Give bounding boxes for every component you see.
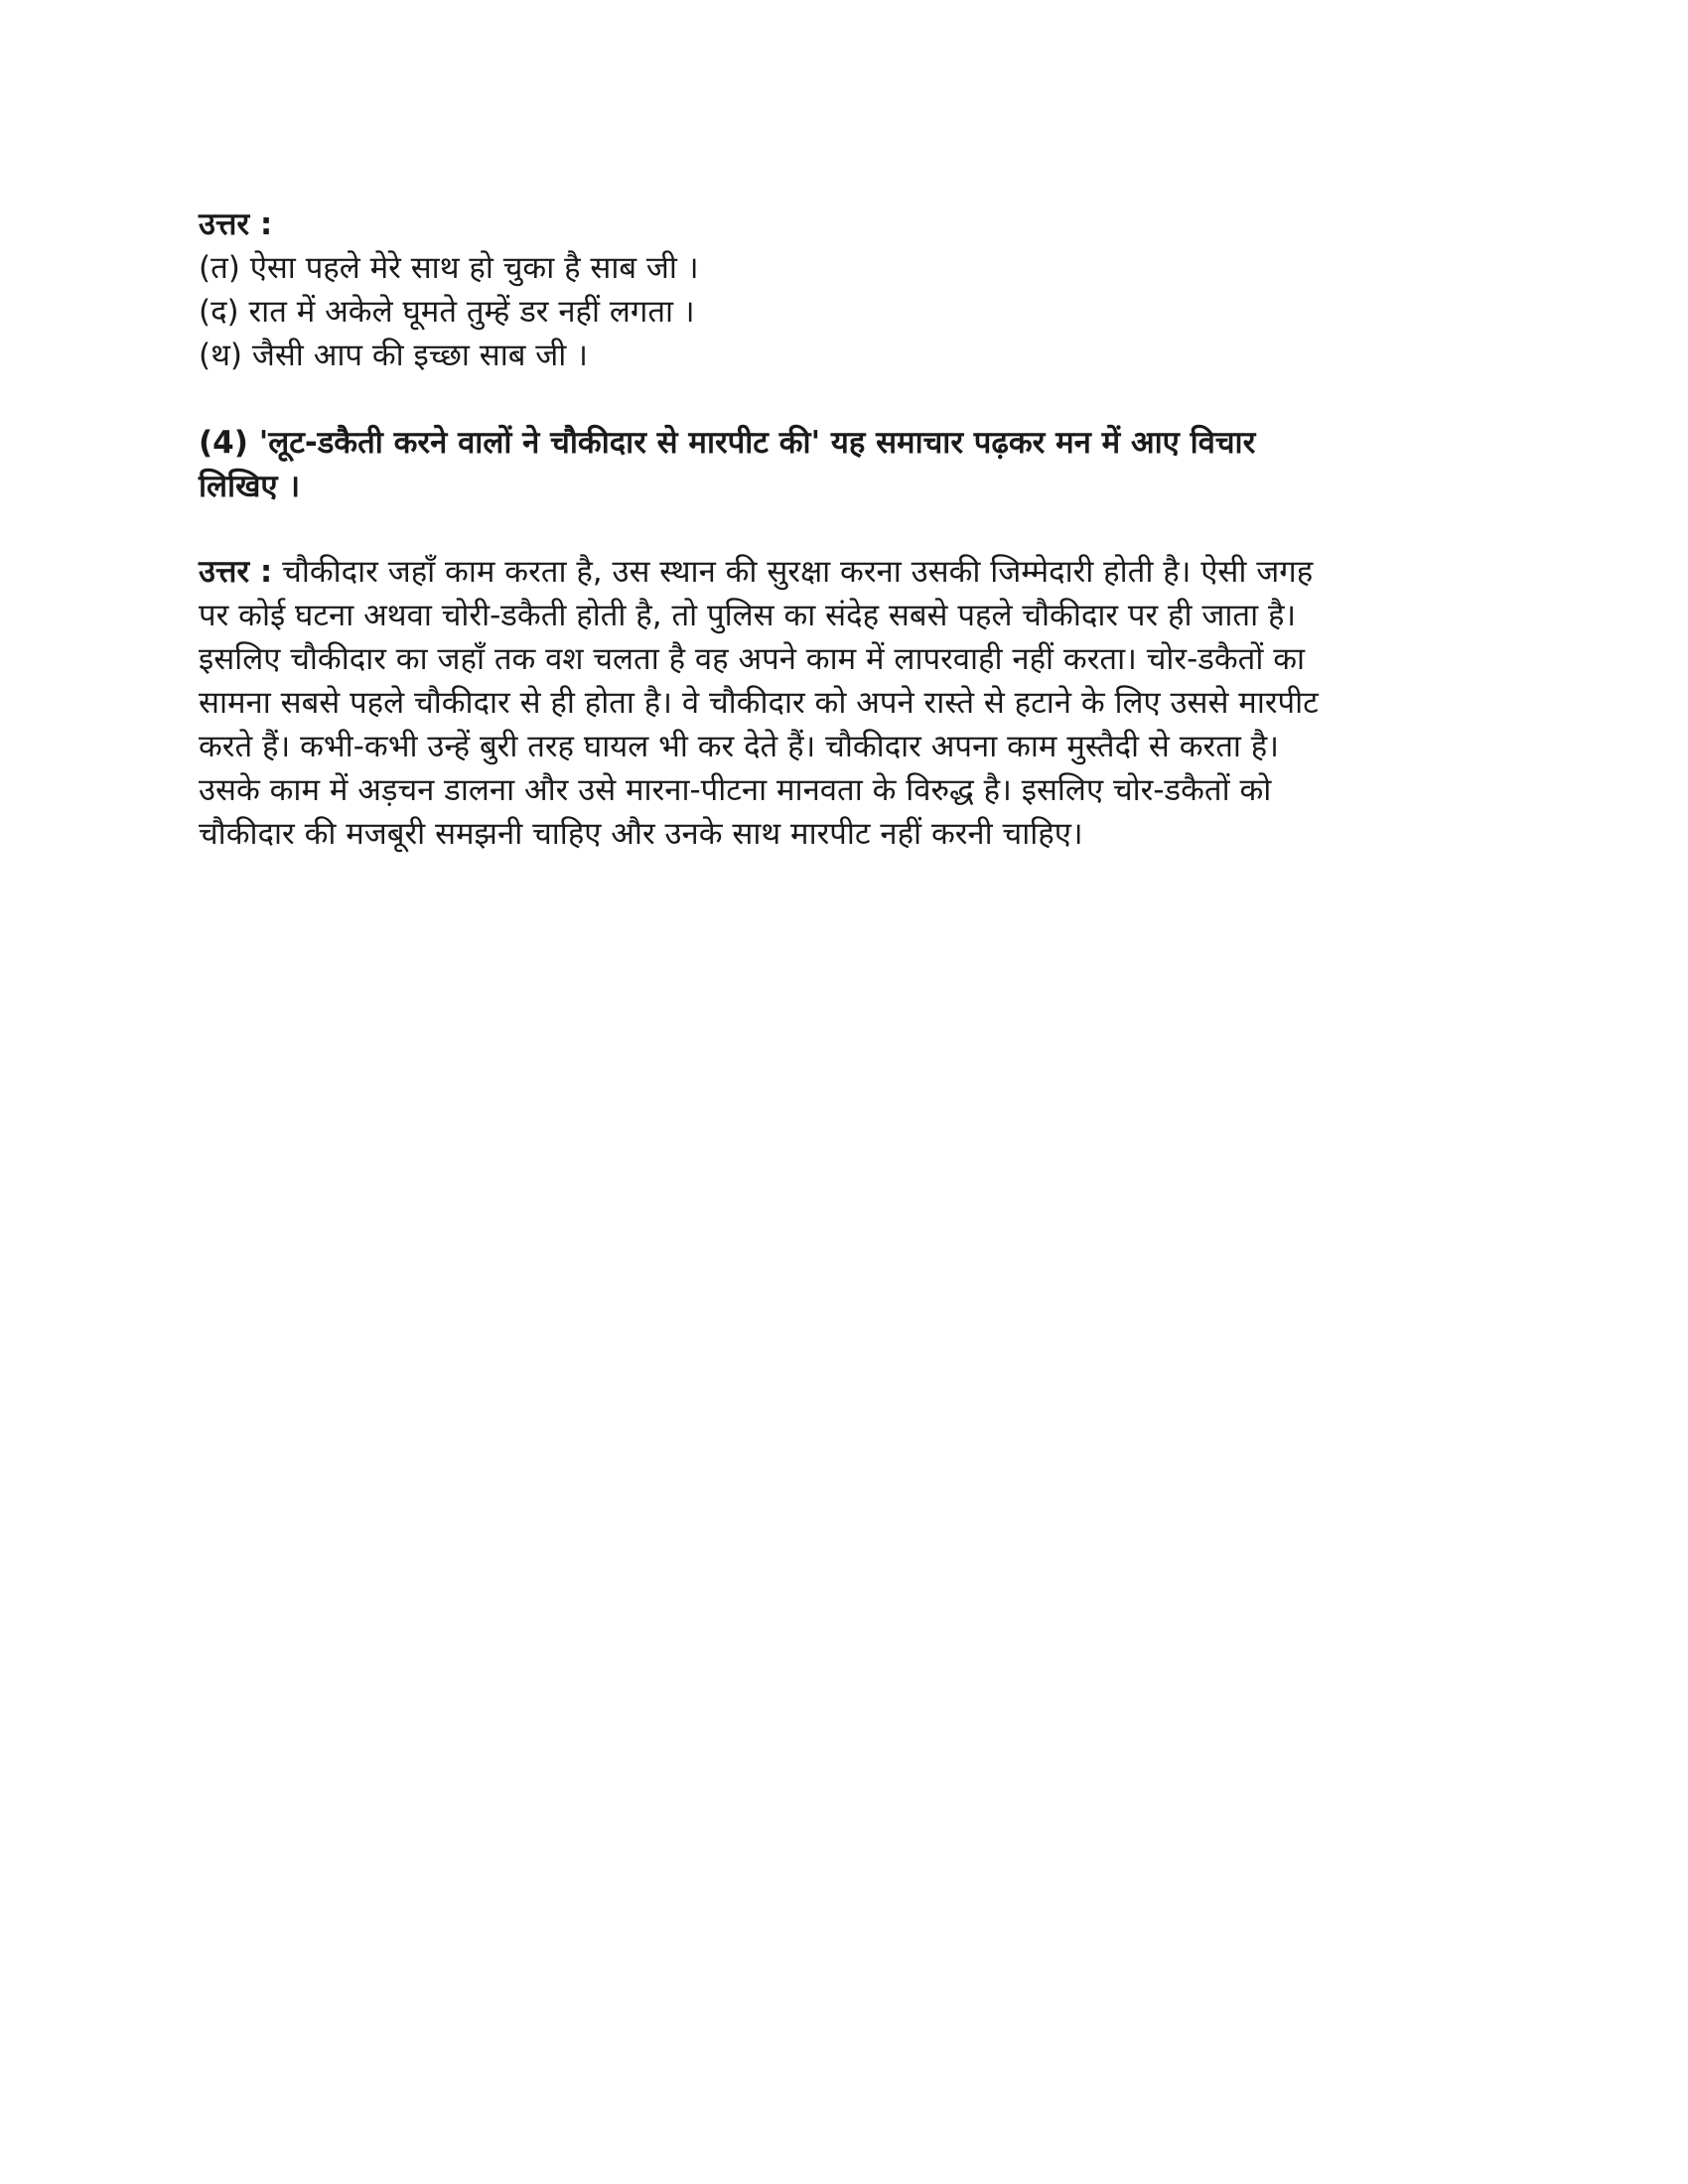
paragraph-line: पर कोई घटना अथवा चोरी-डकैती होती है, तो पुलिस का संदेह सबसे पहले चौकीदार पर ही जाता है। [199,598,1297,633]
paragraph-line: इसलिए चौकीदार का जहाँ तक वश चलता है वह अपने काम में लापरवाही नहीं करता। चोर-डकैतों का [199,641,1306,677]
paragraph-line: चौकीदार की मजबूरी समझनी चाहिए और उनके साथ मारपीट नहीं करनी चाहिए। [199,816,1083,852]
question-line: (4) 'लूट-डकैती करने वालों ने चौकीदार से मारपीट की' यह समाचार पढ़कर मन में आए विचार [199,425,1256,461]
answer-label: उत्तर : [199,206,273,242]
paragraph-text: चौकीदार जहाँ काम करता है, उस स्थान की सुरक्षा करना उसकी जिम्मेदारी होती है। ऐसी जगह [272,554,1314,590]
question-four [199,421,1489,508]
paragraph-line [199,550,1489,594]
paragraph-line: करते हैं। कभी-कभी उन्हें बुरी तरह घायल भी कर देते हैं। चौकीदार अपना काम मुस्तैदी से करता है। [199,729,1279,764]
paragraph-line: सामना सबसे पहले चौकीदार से ही होता है। वे चौकीदार को अपने रास्ते से हटाने के लिए उससे मारपीट [199,685,1319,721]
answer-option: (थ) जैसी आप की इच्छा साब जी । [199,338,588,373]
answer-paragraph [199,550,1489,856]
answer-option: (द) रात में अकेले घूमते तुम्हें डर नहीं लगता । [199,294,695,330]
document-page [199,203,1489,856]
answer-label: उत्तर : [199,554,273,590]
paragraph-line: उसके काम में अड़चन डालना और उसे मारना-पीटना मानवता के विरुद्ध है। इसलिए चोर-डकैतों को [199,772,1272,808]
answer-block-one [199,203,1489,377]
answer-option: (त) ऐसा पहले मेरे साथ हो चुका है साब जी । [199,250,699,286]
question-line: लिखिए । [199,469,301,504]
